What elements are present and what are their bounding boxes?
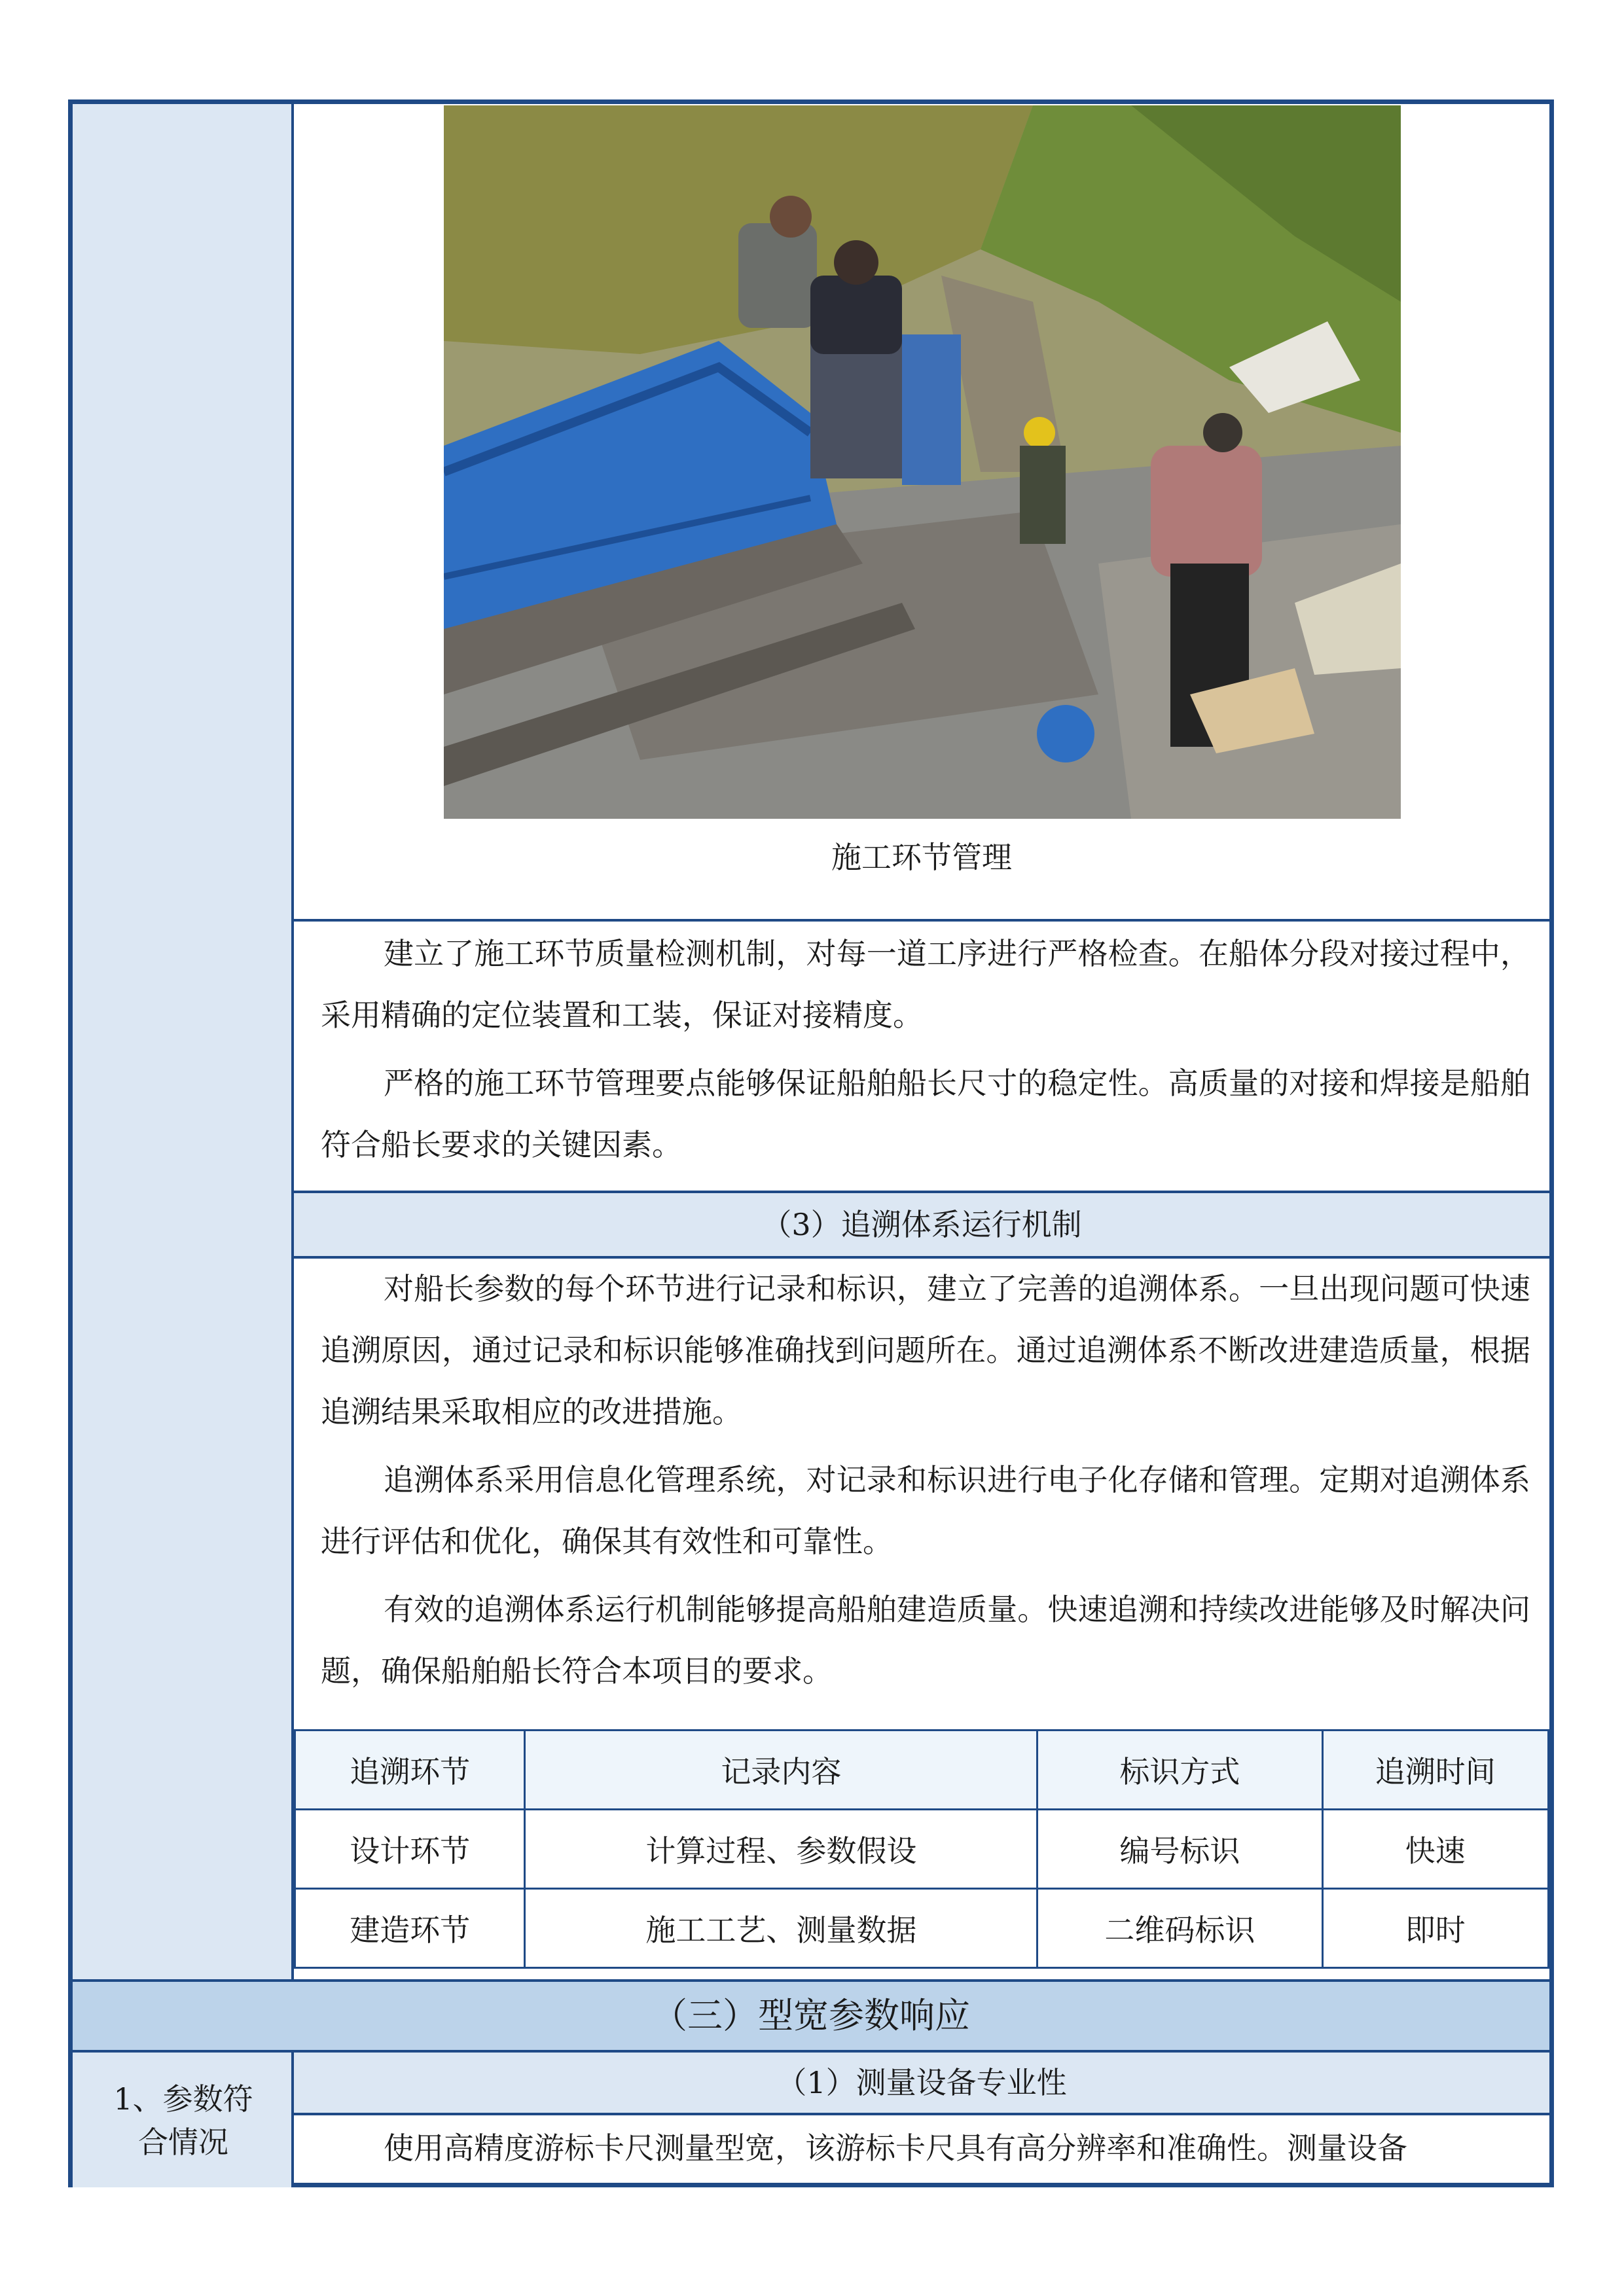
paragraph: 有效的追溯体系运行机制能够提高船舶建造质量。快速追溯和持续改进能够及时解决问题，确保船舶船长符合本项目的要求。: [321, 1592, 1530, 1689]
table-cell: 编号标识: [1038, 1810, 1322, 1889]
paragraph: 使用高精度游标卡尺测量型宽，该游标卡尺具有高分辨率和准确性。测量设备: [384, 2130, 1407, 2166]
table-header-cell: 追溯时间: [1322, 1731, 1548, 1810]
table-header-cell: 记录内容: [525, 1731, 1038, 1810]
photo-caption: 施工环节管理: [831, 840, 1012, 875]
table-cell: 即时: [1322, 1889, 1548, 1968]
left-label-column: [68, 99, 294, 1984]
table-header-cell: 追溯环节: [295, 1731, 525, 1810]
paragraph-block-construction: [321, 923, 1530, 1175]
table-cell: 施工工艺、测量数据: [525, 1889, 1038, 1968]
paragraph: 对船长参数的每个环节进行记录和标识，建立了完善的追溯体系。一旦出现问题可快速追溯原因，通过记录和标识能够准确找到问题所在。通过追溯体系不断改进建造质量，根据追溯结果采取相应的改进措施。: [321, 1271, 1530, 1429]
paragraph: 追溯体系采用信息化管理系统，对记录和标识进行电子化存储和管理。定期对追溯体系进行评估和优化，确保其有效性和可靠性。: [321, 1462, 1530, 1559]
section-title: （三）型宽参数响应: [73, 1982, 1549, 2050]
table-cell: 设计环节: [295, 1810, 525, 1889]
row-divider: [294, 919, 1549, 922]
row-label: 1、参数符合情况: [73, 2053, 294, 2187]
paragraph-block-traceability: [321, 1258, 1530, 1702]
table-cell: 二维码标识: [1038, 1889, 1322, 1968]
traceability-table: [294, 1729, 1549, 1969]
table-cell: 快速: [1322, 1810, 1548, 1889]
subheading-traceability: （3）追溯体系运行机制: [294, 1193, 1549, 1256]
paragraph: 严格的施工环节管理要点能够保证船舶船长尺寸的稳定性。高质量的对接和焊接是船舶符合船长要求的关键因素。: [321, 1066, 1530, 1162]
table-header-cell: 标识方式: [1038, 1731, 1322, 1810]
table-cell: 建造环节: [295, 1889, 525, 1968]
table-row: [295, 1889, 1549, 1968]
table-header-row: [295, 1731, 1549, 1810]
subheading-measuring-equipment: （1）测量设备专业性: [294, 2053, 1549, 2113]
paragraph: 建立了施工环节质量检测机制，对每一道工序进行严格检查。在船体分段对接过程中，采用精确的定位装置和工装，保证对接精度。: [321, 936, 1530, 1033]
construction-scene-illustration: [444, 105, 1401, 819]
paragraph-block-measurement: [321, 2115, 1530, 2181]
table-row: [295, 1810, 1549, 1889]
construction-photo: [444, 105, 1401, 819]
table-cell: 计算过程、参数假设: [525, 1810, 1038, 1889]
